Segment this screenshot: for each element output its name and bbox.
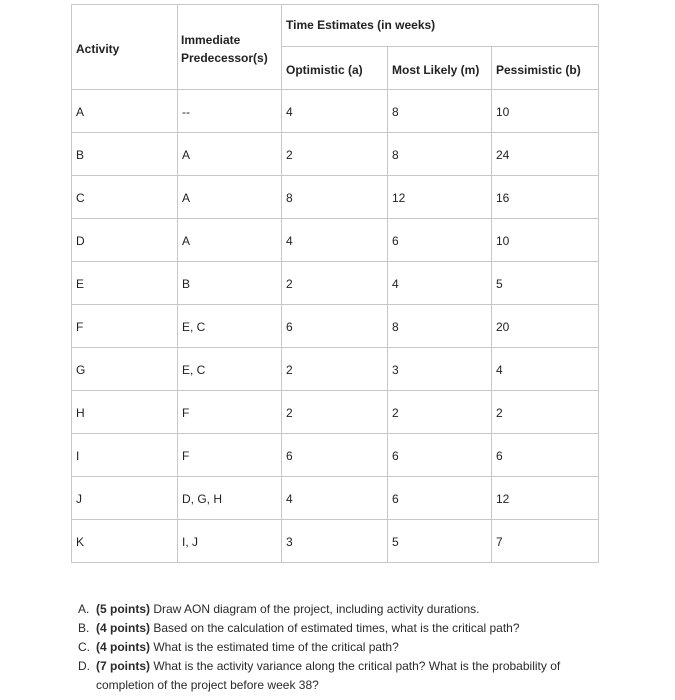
cell-predecessor: E, C [178, 305, 282, 348]
cell-predecessor: B [178, 262, 282, 305]
question-c: C. (4 points) What is the estimated time of the critical path? [78, 640, 399, 654]
question-d: D. (7 points) What is the activity variance along the critical path? What is the probability of completion of the project before week 38? [78, 659, 561, 692]
cell-most-likely: 8 [388, 305, 492, 348]
cell-optimistic: 6 [282, 305, 388, 348]
cell-predecessor: -- [178, 90, 282, 133]
cell-optimistic: 2 [282, 348, 388, 391]
header-most-likely: Most Likely (m) [388, 47, 492, 90]
cell-pessimistic: 10 [492, 219, 599, 262]
header-pessimistic: Pessimistic (b) [492, 47, 599, 90]
cell-activity: G [72, 348, 178, 391]
question-b: B. (4 points) Based on the calculation of estimated times, what is the critical path? [78, 621, 520, 635]
table-row [72, 133, 599, 176]
table-row [72, 520, 599, 563]
cell-activity: E [72, 262, 178, 305]
cell-optimistic: 3 [282, 520, 388, 563]
header-predecessors: Immediate Predecessor(s) [178, 5, 282, 90]
cell-predecessor: F [178, 434, 282, 477]
cell-activity: A [72, 90, 178, 133]
question-list [78, 600, 616, 695]
table-row [72, 176, 599, 219]
cell-predecessor: A [178, 176, 282, 219]
table-row [72, 348, 599, 391]
cell-activity: C [72, 176, 178, 219]
cell-most-likely: 4 [388, 262, 492, 305]
cell-optimistic: 2 [282, 391, 388, 434]
cell-activity: D [72, 219, 178, 262]
activity-table [71, 4, 599, 563]
table-row [72, 434, 599, 477]
cell-most-likely: 8 [388, 133, 492, 176]
header-activity: Activity [72, 5, 178, 90]
cell-optimistic: 4 [282, 90, 388, 133]
cell-most-likely: 6 [388, 434, 492, 477]
cell-most-likely: 2 [388, 391, 492, 434]
cell-pessimistic: 4 [492, 348, 599, 391]
cell-pessimistic: 6 [492, 434, 599, 477]
cell-optimistic: 4 [282, 219, 388, 262]
cell-optimistic: 2 [282, 262, 388, 305]
cell-predecessor: F [178, 391, 282, 434]
cell-most-likely: 6 [388, 219, 492, 262]
cell-most-likely: 3 [388, 348, 492, 391]
cell-most-likely: 8 [388, 90, 492, 133]
cell-predecessor: E, C [178, 348, 282, 391]
table-row [72, 391, 599, 434]
cell-predecessor: I, J [178, 520, 282, 563]
question-a: A. (5 points) Draw AON diagram of the project, including activity durations. [78, 602, 480, 616]
cell-activity: K [72, 520, 178, 563]
cell-activity: F [72, 305, 178, 348]
cell-pessimistic: 7 [492, 520, 599, 563]
cell-activity: B [72, 133, 178, 176]
table-row [72, 90, 599, 133]
table-row [72, 305, 599, 348]
cell-pessimistic: 10 [492, 90, 599, 133]
header-optimistic: Optimistic (a) [282, 47, 388, 90]
cell-predecessor: A [178, 133, 282, 176]
cell-activity: J [72, 477, 178, 520]
cell-optimistic: 4 [282, 477, 388, 520]
cell-pessimistic: 24 [492, 133, 599, 176]
cell-pessimistic: 16 [492, 176, 599, 219]
table-row [72, 219, 599, 262]
cell-predecessor: A [178, 219, 282, 262]
cell-optimistic: 8 [282, 176, 388, 219]
table-row [72, 477, 599, 520]
cell-activity: I [72, 434, 178, 477]
cell-most-likely: 5 [388, 520, 492, 563]
header-time-estimates: Time Estimates (in weeks) [282, 5, 599, 47]
cell-most-likely: 6 [388, 477, 492, 520]
cell-pessimistic: 20 [492, 305, 599, 348]
cell-pessimistic: 5 [492, 262, 599, 305]
cell-activity: H [72, 391, 178, 434]
table-row [72, 262, 599, 305]
cell-pessimistic: 2 [492, 391, 599, 434]
cell-optimistic: 6 [282, 434, 388, 477]
cell-predecessor: D, G, H [178, 477, 282, 520]
cell-most-likely: 12 [388, 176, 492, 219]
cell-pessimistic: 12 [492, 477, 599, 520]
cell-optimistic: 2 [282, 133, 388, 176]
